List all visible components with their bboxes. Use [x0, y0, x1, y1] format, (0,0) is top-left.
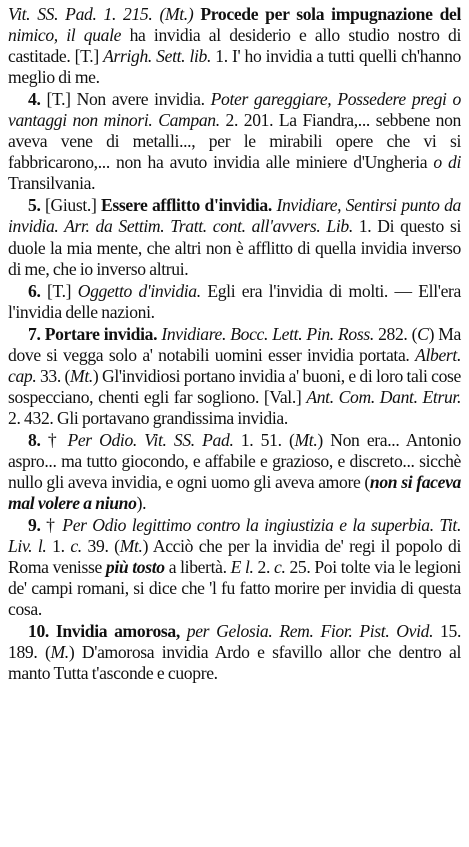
entry-text-segment: Per Odio legittimo contro la ingiustizia e la superbia. Tit. Liv. l.: [8, 515, 461, 557]
entry-text-segment: Albert. cap.: [8, 344, 461, 386]
entry-text-segment: 6.: [28, 280, 48, 301]
entry-text-segment: non si faceva mal volere a niuno: [8, 472, 461, 514]
entry-text-segment: Per Odio. Vit. SS. Pad.: [67, 429, 241, 450]
entry-text-segment: Invidiare, Sentirsi punto da invidia. Arr. da Settim. Tratt. cont. all'avvers. Lib.: [8, 195, 461, 237]
entry-text-segment: c.: [70, 536, 88, 557]
entry-text-segment: [T.] Non avere invidia.: [46, 89, 211, 110]
entry-text-segment: Mt.: [294, 429, 318, 450]
entry-text-segment: 9.: [28, 515, 47, 536]
entry-text-segment: ) D'amorosa invidia Ardo e sfavillo allor che dentro al manto Tutta t'asconde e cuopre.: [8, 642, 462, 684]
entry-continuation: [8, 4, 461, 88]
entry-text-segment: E l.: [230, 557, 258, 578]
entry-text-segment: 39. (: [87, 536, 120, 557]
entry-5: [8, 195, 461, 279]
entry-text-segment: c.: [274, 557, 290, 578]
entry-text-segment: [T.]: [47, 280, 78, 301]
entry-text-segment: Arrigh. Sett. lib.: [103, 46, 216, 67]
entry-text-segment: 10.: [28, 621, 56, 642]
entry-text-segment: per Gelosia. Rem. Fior. Pist. Ovid.: [186, 621, 441, 642]
entry-text-segment: Mt.: [70, 365, 93, 386]
entry-text-segment: ) Gl'invidiosi portano invidia a' buoni, e di loro tali cose sospecciano, chenti egli far sogliono. [Val.]: [8, 365, 462, 407]
entry-text-segment: 33. (: [39, 365, 71, 386]
entry-text-segment: ha invidia al desiderio e allo studio nostro di castitade. [T.]: [8, 25, 461, 67]
entry-text-segment: o di: [433, 152, 462, 173]
entry-text-segment: 7.: [28, 323, 45, 344]
entry-text-segment: 1. Di questo si duole la mia mente, che altri non è afflitto di quella invidia inverso di me, che io inverso altrui.: [8, 216, 461, 279]
entry-text-segment: 8.: [28, 429, 48, 450]
entry-text-segment: ) Acciò che per la invidia de' regi il popolo di Roma venisse: [8, 536, 462, 578]
entry-text-segment: [Giust.]: [45, 195, 102, 216]
entry-text-segment: 25. Poi tolte via le legioni de' campi romani, si dice che 'l fu fatto morire per invidia di questa cosa.: [8, 557, 462, 620]
entry-text-segment: †: [46, 515, 63, 536]
entry-text-segment: più tosto: [105, 557, 169, 578]
entry-text-segment: Ant. Com. Dant. Etrur.: [306, 386, 462, 407]
entry-text-segment: 2. 432. Gli portavano grandissima invidia.: [8, 407, 288, 428]
entry-text-segment: ) Ma dove si vegga solo a' notabili uomini esser invidia portata.: [8, 323, 462, 365]
entry-text-segment: 1.: [52, 536, 71, 557]
entry-4: [8, 89, 461, 194]
entry-text-segment: 282. (: [378, 323, 418, 344]
entry-text-segment: M.: [50, 642, 69, 663]
entry-text-segment: Vit. SS. Pad. 1. 215. (Mt.): [8, 4, 201, 24]
entry-text-segment: 2.: [257, 557, 274, 578]
entry-8: [8, 430, 461, 514]
entry-text-segment: 5.: [28, 195, 46, 216]
entry-6: [8, 281, 461, 323]
entry-text-segment: 1. 51. (: [240, 429, 295, 450]
entry-text-segment: nimico, il quale: [8, 25, 130, 46]
entry-text-segment: Invidiare. Bocc. Lett. Pin. Ross.: [161, 323, 379, 344]
entry-text-segment: ).: [136, 493, 147, 514]
entry-7: [8, 324, 461, 429]
entry-text-segment: Portare invidia.: [44, 323, 162, 344]
entry-text-segment: Invidia amorosa,: [55, 621, 187, 642]
entry-text-segment: 2. 201. La Fiandra,... sebbene non aveva vene di metalli..., per le mirabili opere che vi si fabbricarono,... non ha avuto invidia alle miniere d'Ungheria: [8, 110, 461, 173]
entry-9: [8, 515, 461, 620]
entry-text-segment: C: [417, 323, 429, 344]
entry-text-segment: 15. 189. (: [8, 621, 461, 663]
entry-text-segment: 1. I' ho invidia a tutti quelli ch'hanno meglio di me.: [8, 46, 462, 88]
entry-text-segment: Poter gareggiare, Possedere pregi o vantaggi non minori. Campan.: [8, 89, 461, 131]
entry-text-segment: Procede per sola impugnazione del: [200, 4, 461, 24]
entry-10: [8, 621, 461, 684]
entry-text-segment: Essere afflitto d'invidia.: [101, 195, 277, 216]
entry-text-segment: Egli era l'invidia di molti. — Ell'era l'invidia delle nazioni.: [8, 280, 461, 322]
entry-text-segment: †: [47, 429, 68, 450]
entry-text-segment: 4.: [28, 89, 47, 110]
entry-text-segment: ) Non era... Antonio aspro... ma tutto giocondo, e affabile e grazioso, e discreto... sicchè nullo gli aveva invidia, e ogni uomo gli aveva amore (: [8, 429, 461, 493]
entry-text-segment: Oggetto d'invidia.: [77, 280, 208, 301]
entry-text-segment: Transilvania.: [8, 173, 96, 194]
entry-text-segment: a libertà.: [168, 557, 231, 578]
entry-text-segment: Mt.: [119, 536, 143, 557]
